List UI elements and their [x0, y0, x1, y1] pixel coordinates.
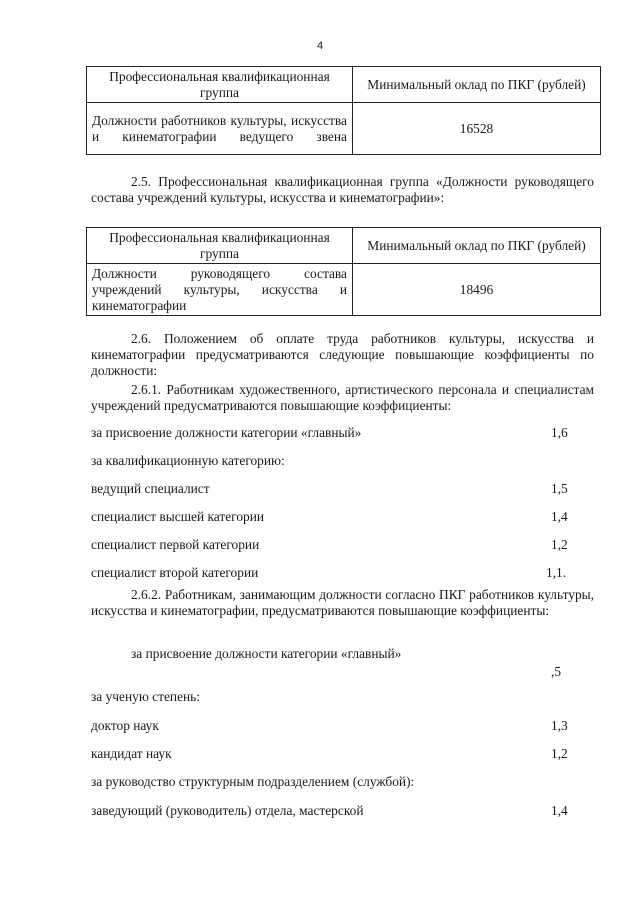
coefficient-value: 1,4: [551, 803, 568, 818]
header-group: Профессиональная квалификационная группа: [87, 67, 353, 103]
header-salary: Минимальный оклад по ПКГ (рублей): [353, 67, 601, 103]
section-2-6-2: 2.6.2. Работникам, занимающим должности согласно ПКГ работников культуры, искусства и кинематографии, предусматриваются повышающие коэффициенты:: [91, 587, 594, 618]
coefficient-label: за ученую степень:: [91, 689, 201, 704]
section-2-6: 2.6. Положением об оплате труда работников культуры, искусства и кинематографии предусматриваются следующие повышающие коэффициенты по должности:: [91, 331, 594, 378]
coefficient-row: [91, 689, 591, 705]
group-name: Должности работников культуры, искусства и кинематографии ведущего звена: [87, 103, 353, 155]
coefficient-row: [91, 425, 591, 441]
coefficient-row: [91, 774, 591, 790]
coefficient-row: [91, 646, 591, 662]
coefficient-value: 1,5: [551, 481, 568, 496]
table-row: [87, 103, 601, 155]
header-group: Профессиональная квалификационная группа: [87, 228, 353, 264]
coefficient-row: [91, 746, 591, 762]
coefficient-label: за присвоение должности категории «главный»: [91, 425, 362, 440]
coefficient-value: 1,2: [551, 746, 568, 761]
section-2-6-1: 2.6.1. Работникам художественного, артистического персонала и специалистам учреждений предусматриваются повышающие коэффициенты:: [91, 382, 594, 413]
coefficient-value: 1,6: [551, 425, 568, 440]
table-header-row: [87, 228, 601, 264]
coefficient-label: за квалификационную категорию:: [91, 453, 285, 468]
coefficient-row: [91, 537, 591, 553]
header-salary: Минимальный оклад по ПКГ (рублей): [353, 228, 601, 264]
coefficient-label: за присвоение должности категории «главный»: [131, 646, 402, 661]
salary-value: 16528: [353, 103, 601, 155]
page-number: 4: [316, 40, 324, 52]
coefficient-value: 1,4: [551, 509, 568, 524]
coefficient-label: доктор наук: [91, 718, 159, 733]
coefficient-value: 1,2: [551, 537, 568, 552]
coefficient-row: [91, 803, 591, 819]
coefficient-row: [91, 664, 591, 680]
coefficient-row: [91, 509, 591, 525]
group-name: Должности руководящего состава учреждений культуры, искусства и кинематографии: [87, 264, 353, 316]
coefficient-value: ,5: [551, 664, 562, 679]
coefficient-label: специалист высшей категории: [91, 509, 265, 524]
coefficient-label: за руководство структурным подразделением (службой):: [91, 774, 415, 789]
salary-table-1: [86, 66, 601, 155]
coefficient-row: [91, 565, 591, 581]
section-2-5: 2.5. Профессиональная квалификационная группа «Должности руководящего состава учреждений культуры, искусства и кинематографии»:: [91, 174, 594, 205]
table-row: [87, 264, 601, 316]
coefficient-row: [91, 481, 591, 497]
coefficient-label: кандидат наук: [91, 746, 172, 761]
coefficient-row: [91, 453, 591, 469]
coefficient-label: специалист первой категории: [91, 537, 260, 552]
salary-table-2: [86, 227, 601, 316]
coefficient-label: специалист второй категории: [91, 565, 259, 580]
salary-value: 18496: [353, 264, 601, 316]
coefficient-label: заведующий (руководитель) отдела, мастерской: [91, 803, 364, 818]
coefficient-label: ведущий специалист: [91, 481, 210, 496]
coefficient-value: 1,3: [551, 718, 568, 733]
table-header-row: [87, 67, 601, 103]
coefficient-row: [91, 718, 591, 734]
coefficient-value: 1,1.: [546, 565, 567, 580]
